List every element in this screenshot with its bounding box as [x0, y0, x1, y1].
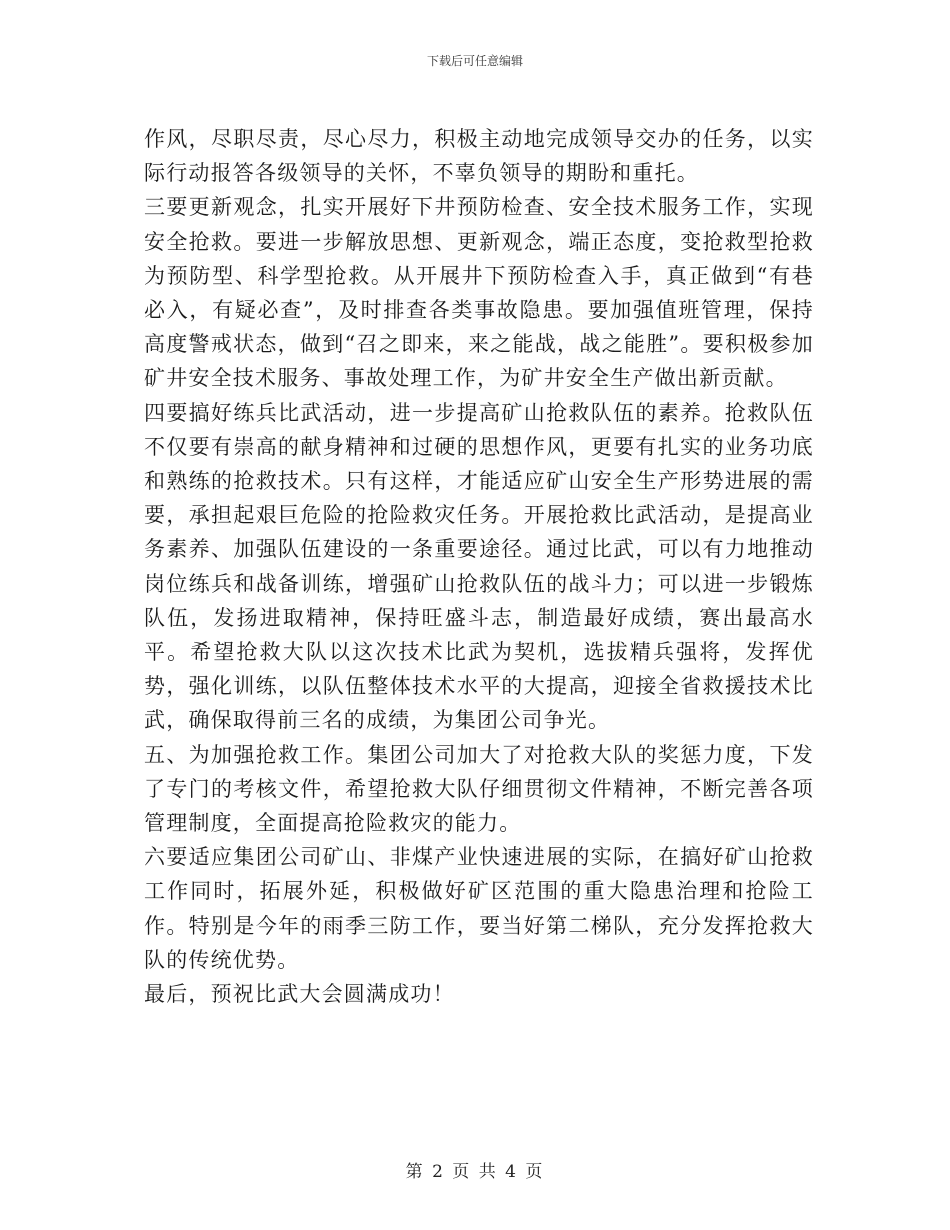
paragraph-5: 六要适应集团公司矿山、非煤产业快速进展的实际，在搞好矿山抢救工作同时，拓展外延，积极做好矿区范围的重大隐患治理和抢险工作。特别是今年的雨季三防工作，要当好第二梯队，充分发挥抢救大队的传统优势。 [144, 845, 814, 972]
paragraph-6: 最后，预祝比武大会圆满成功！ [144, 982, 455, 1007]
page-header: 下载后可任意编辑 [426, 54, 523, 68]
document-body [144, 122, 814, 1011]
paragraph-2: 三要更新观念，扎实开展好下井预防检查、安全技术服务工作，实现安全抢救。要进一步解放思想、更新观念，端正态度，变抢救型抢救为预防型、科学型抢救。从开展井下预防检查入手，真正做到“有巷必入，有疑必查”，及时排查各类事故隐患。要加强值班管理，保持高度警戒状态，做到“召之即来，来之能战，战之能胜”。要积极参加矿井安全技术服务、事故处理工作，为矿井安全生产做出新贡献。 [144, 195, 814, 391]
paragraph-3: 四要搞好练兵比武活动，进一步提高矿山抢救队伍的素养。抢救队伍不仅要有崇高的献身精神和过硬的思想作风，更要有扎实的业务功底和熟练的抢救技术。只有这样，才能适应矿山安全生产形势进展的需要，承担起艰巨危险的抢险救灾任务。开展抢救比武活动，是提高业务素养、加强队伍建设的一条重要途径。通过比武，可以有力地推动岗位练兵和战备训练，增强矿山抢救队伍的战斗力；可以进一步锻炼队伍，发扬进取精神，保持旺盛斗志，制造最好成绩，赛出最高水平。希望抢救大队以这次技术比武为契机，选拔精兵强将，发挥优势，强化训练，以队伍整体技术水平的大提高，迎接全省救援技术比武，确保取得前三名的成绩，为集团公司争光。 [144, 400, 814, 733]
paragraph-1: 作风，尽职尽责，尽心尽力，积极主动地完成领导交办的任务，以实际行动报答各级领导的关怀，不辜负领导的期盼和重托。 [144, 127, 814, 186]
paragraph-4: 五、为加强抢救工作。集团公司加大了对抢救大队的奖惩力度，下发了专门的考核文件，希望抢救大队仔细贯彻文件精神，不断完善各项管理制度，全面提高抢险救灾的能力。 [144, 742, 814, 836]
page-footer: 第 2 页 共 4 页 [405, 1162, 545, 1182]
